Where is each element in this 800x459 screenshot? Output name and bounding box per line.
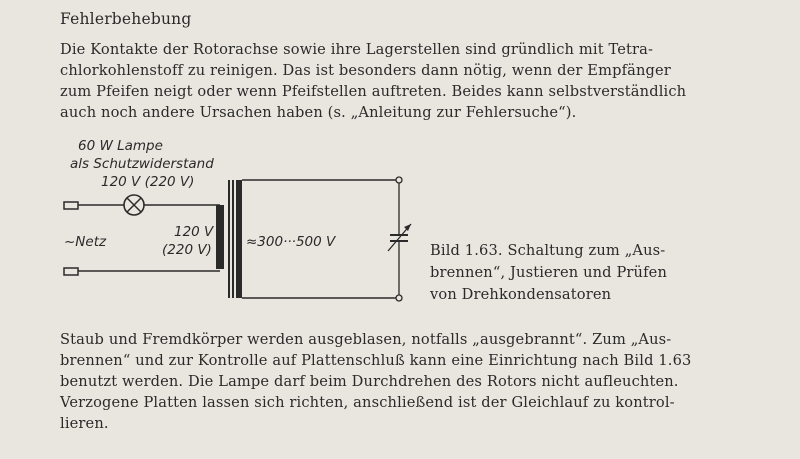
paragraph-line: Verzogene Platten lassen sich richten, anschließend ist der Gleichlauf zu kontrol- xyxy=(60,394,675,411)
primary-winding xyxy=(216,205,224,269)
lamp-label-line: 60 W Lampe xyxy=(78,138,163,154)
primary-voltage-label: (220 V) xyxy=(162,242,212,258)
terminal xyxy=(396,295,402,301)
lamp-label-line: als Schutzwiderstand xyxy=(70,156,214,172)
section-heading: Fehlerbehebung xyxy=(60,10,192,28)
caption-line: Bild 1.63. Schaltung zum „Aus- xyxy=(430,242,666,259)
paragraph-line: benutzt werden. Die Lampe darf beim Durchdrehen des Rotors nicht aufleuchten. xyxy=(60,373,679,390)
mains-terminal-bottom xyxy=(64,268,78,275)
paragraph-burnout xyxy=(60,329,720,434)
terminal xyxy=(396,177,402,183)
figure-caption xyxy=(430,240,667,306)
paragraph-line: Die Kontakte der Rotorachse sowie ihre Lagerstellen sind gründlich mit Tetra- xyxy=(60,41,654,58)
variable-capacitor-icon xyxy=(388,183,411,295)
lamp-icon xyxy=(124,195,144,215)
paragraph-line: auch noch andere Ursachen haben (s. „Anleitung zur Fehlersuche“). xyxy=(60,104,577,121)
mains-label: ~Netz xyxy=(64,234,107,250)
caption-line: brennen“, Justieren und Prüfen xyxy=(430,264,667,281)
lamp-label-line: 120 V (220 V) xyxy=(101,174,195,190)
paragraph-line: zum Pfeifen neigt oder wenn Pfeifstellen auftreten. Beides kann selbstverständlich xyxy=(60,83,687,100)
paragraph-line: lieren. xyxy=(60,415,109,432)
secondary-voltage-label: ≈300···500 V xyxy=(246,234,336,250)
paragraph-line: brennen“ und zur Kontrolle auf Plattenschluß kann eine Einrichtung nach Bild 1.63 xyxy=(60,352,692,369)
mains-terminal-top xyxy=(64,202,78,209)
primary-voltage-label: 120 V xyxy=(174,224,214,240)
secondary-winding xyxy=(236,180,242,298)
caption-line: von Drehkondensatoren xyxy=(430,286,612,303)
paragraph-line: Staub und Fremdkörper werden ausgeblasen, notfalls „ausgebrannt“. Zum „Aus- xyxy=(60,331,672,348)
paragraph-line: chlorkohlenstoff zu reinigen. Das ist besonders dann nötig, wenn der Empfänger xyxy=(60,62,671,79)
